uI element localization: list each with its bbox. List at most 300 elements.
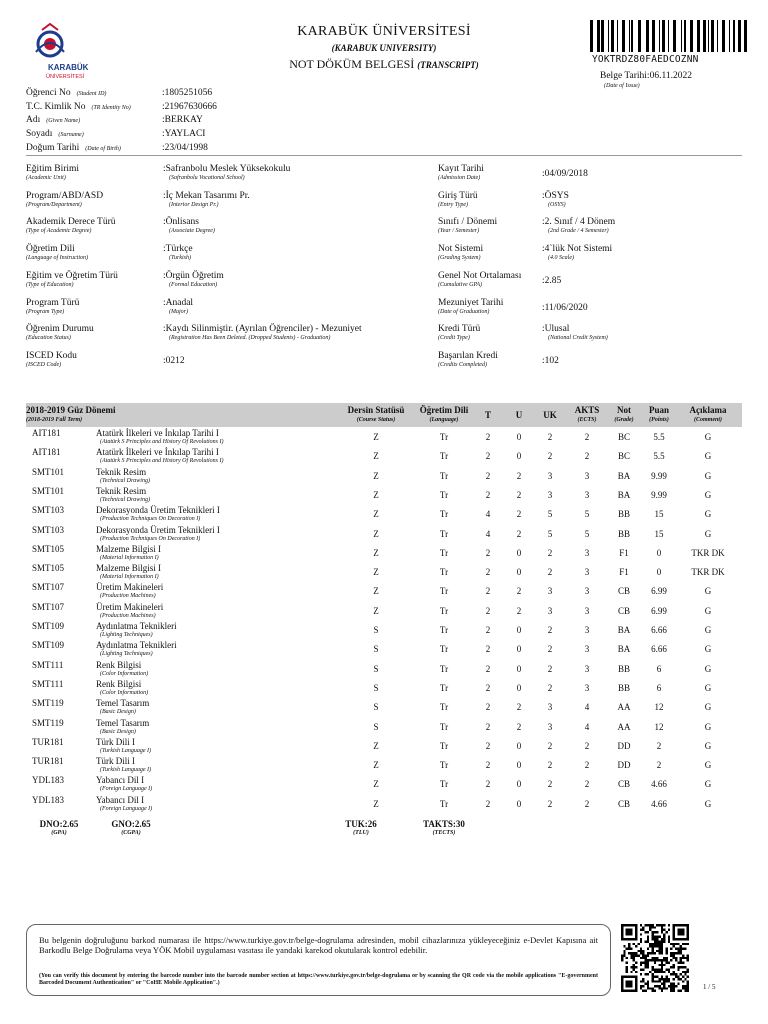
course-code: TUR181 <box>32 756 64 767</box>
cell-u: 0 <box>516 798 522 809</box>
info-label: Kredi Türü (Credit Type) <box>438 324 481 342</box>
cell-t: 2 <box>485 567 491 578</box>
info-value: :Kaydı Silinmiştir. (Ayrılan Öğrenciler) - Mezuniyet (Registration Has Been Deleted. (Dropped Students) - Graduation) <box>163 324 362 342</box>
term-heading: 2018-2019 Güz Dönemi (2018-2019 Fall Term) <box>26 405 116 423</box>
cell-comment: G <box>704 528 712 539</box>
cell-akts: 3 <box>584 682 590 693</box>
cell-u: 0 <box>516 625 522 635</box>
cell-lang: Tr <box>439 567 449 578</box>
cell-t: 2 <box>485 644 491 655</box>
course-code: SMT111 <box>32 659 64 670</box>
info-label: Başarılan Kredi (Credits Completed) <box>438 350 498 368</box>
cell-grade: BA <box>617 470 631 481</box>
table-row <box>26 775 742 794</box>
cell-u: 0 <box>516 644 522 655</box>
table-row <box>26 486 742 505</box>
col-points: Puan (Points) <box>648 405 669 423</box>
cell-uk: 2 <box>547 567 553 578</box>
cell-comment: G <box>704 509 712 520</box>
cell-lang: Tr <box>439 451 449 462</box>
cell-u: 2 <box>516 489 522 500</box>
cell-akts: 3 <box>584 470 590 481</box>
course-code: SMT107 <box>32 601 65 612</box>
cell-u: 2 <box>516 586 522 597</box>
verification-note <box>26 924 611 996</box>
cell-grade: DD <box>617 740 631 751</box>
info-label: Program/ABD/ASD (Program/Department) <box>26 190 104 208</box>
cell-lang: Tr <box>439 644 449 655</box>
cell-comment: TKR DK <box>691 567 725 578</box>
cell-grade: BC <box>617 432 630 442</box>
col-uk: UK <box>543 410 557 420</box>
cell-status: Z <box>373 740 379 751</box>
course-name: Türk Dili I (Turkish Language I) <box>96 756 151 774</box>
info-value: :2.85 <box>542 275 562 286</box>
course-code: SMT119 <box>32 717 64 728</box>
cell-u: 0 <box>516 779 522 790</box>
info-value: :Önlisans (Associate Degree) <box>163 217 215 235</box>
cell-comment: G <box>704 740 712 751</box>
cell-uk: 2 <box>547 663 553 674</box>
cell-points: 15 <box>654 528 664 539</box>
cell-comment: G <box>704 451 712 462</box>
course-name: Dekorasyonda Üretim Teknikleri I (Production Techniques On Decoration I) <box>96 505 220 523</box>
cell-t: 2 <box>485 432 491 442</box>
summary-tuk: TUK:26 (TLU) <box>345 819 377 836</box>
cell-u: 0 <box>516 663 522 674</box>
cell-points: 6.66 <box>651 625 667 635</box>
info-label: Öğrenim Durumu (Education Status) <box>26 324 94 342</box>
course-code: SMT105 <box>32 543 65 554</box>
cell-comment: G <box>704 682 712 693</box>
course-code: AIT181 <box>32 428 61 438</box>
personal-label: Doğum Tarihi (Date of Birth) <box>26 142 121 153</box>
cell-t: 2 <box>485 586 491 597</box>
info-value: :102 <box>542 355 559 366</box>
cell-comment: G <box>704 798 712 809</box>
cell-t: 2 <box>485 721 491 732</box>
cell-u: 2 <box>516 528 522 539</box>
info-label: Eğitim Birimi (Academic Unit) <box>26 164 80 181</box>
cell-points: 15 <box>654 509 664 520</box>
cell-grade: CB <box>617 586 630 597</box>
cell-comment: G <box>704 760 712 771</box>
cell-u: 2 <box>516 509 522 520</box>
course-code: YDL183 <box>32 794 64 805</box>
info-label: Eğitim ve Öğretim Türü (Type of Education) <box>26 270 118 288</box>
course-name: Renk Bilgisi (Color Information) <box>96 659 149 677</box>
cell-u: 0 <box>516 451 522 462</box>
cell-status: Z <box>373 586 379 597</box>
cell-lang: Tr <box>439 605 449 616</box>
cell-uk: 2 <box>547 547 553 558</box>
cell-akts: 3 <box>584 547 590 558</box>
cell-grade: BA <box>617 489 631 500</box>
course-code: SMT107 <box>32 582 65 593</box>
personal-label: Soyadı (Surname) <box>26 129 84 140</box>
cell-status: S <box>373 644 379 655</box>
cell-comment: G <box>704 470 712 481</box>
col-status: Dersin Statüsü (Course Status) <box>347 405 405 423</box>
course-name: Temel Tasarım (Basic Design) <box>96 717 150 735</box>
course-code: AIT181 <box>32 447 61 458</box>
university-name: KARABÜK ÜNİVERSİTESİ <box>297 24 471 39</box>
cell-grade: BA <box>617 625 631 635</box>
cell-comment: TKR DK <box>691 547 725 558</box>
cell-t: 2 <box>485 779 491 790</box>
cell-lang: Tr <box>439 528 449 539</box>
issue-date-sub: (Date of Issue) <box>604 83 640 89</box>
col-akts: AKTS (ECTS) <box>574 405 600 423</box>
cell-comment: G <box>704 779 712 790</box>
cell-u: 0 <box>516 760 522 771</box>
info-value: :4`lük Not Sistemi (4.0 Scale) <box>542 244 613 262</box>
cell-status: Z <box>373 760 379 771</box>
cell-t: 4 <box>485 509 491 520</box>
cell-points: 2 <box>656 760 662 771</box>
cell-status: Z <box>373 779 379 790</box>
summary-takts: TAKTS:30 (TECTS) <box>423 819 465 836</box>
cell-akts: 3 <box>584 663 590 674</box>
personal-label: Öğrenci No (Student ID) <box>26 88 107 98</box>
course-name: Teknik Resim (Technical Drawing) <box>96 466 150 484</box>
cell-t: 2 <box>485 798 491 809</box>
table-row <box>26 467 742 486</box>
cell-akts: 2 <box>584 451 590 462</box>
svg-text:ÜNİVERSİTESİ: ÜNİVERSİTESİ <box>46 74 85 80</box>
col-t: T <box>484 410 491 420</box>
cell-comment: G <box>704 489 712 500</box>
cell-grade: CB <box>617 798 630 809</box>
cell-points: 6 <box>656 682 662 693</box>
course-name: Renk Bilgisi (Color Information) <box>96 678 149 696</box>
course-code: SMT119 <box>32 698 64 709</box>
cell-grade: DD <box>617 760 631 771</box>
cell-points: 6.66 <box>651 644 667 655</box>
summary-dno: DNO:2.65 (GPA) <box>39 819 79 836</box>
table-row <box>26 505 742 524</box>
cell-status: S <box>373 721 379 732</box>
cell-lang: Tr <box>439 798 449 809</box>
cell-uk: 2 <box>547 760 553 771</box>
cell-status: Z <box>373 798 379 809</box>
cell-u: 0 <box>516 547 522 558</box>
cell-lang: Tr <box>439 663 449 674</box>
cell-status: Z <box>373 528 379 539</box>
cell-status: Z <box>373 547 379 558</box>
cell-u: 0 <box>516 432 522 442</box>
course-code: YDL183 <box>32 775 64 786</box>
info-value: :ÖSYS (OSYS) <box>542 190 569 208</box>
table-row <box>26 525 742 544</box>
issue-date: Belge Tarihi:06.11.2022 <box>600 71 692 81</box>
cell-uk: 2 <box>547 451 553 462</box>
cell-uk: 2 <box>547 625 553 635</box>
cell-lang: Tr <box>439 489 449 500</box>
page-number: 1 / 5 <box>703 983 716 991</box>
table-row <box>26 621 742 640</box>
cell-comment: G <box>704 644 712 655</box>
cell-points: 6.99 <box>651 586 667 597</box>
cell-grade: BB <box>617 528 630 539</box>
cell-comment: G <box>704 721 712 732</box>
cell-lang: Tr <box>439 740 449 751</box>
table-row <box>26 582 742 601</box>
cell-uk: 3 <box>547 586 553 597</box>
cell-status: Z <box>373 605 379 616</box>
cell-grade: BB <box>617 682 630 693</box>
cell-status: S <box>373 682 379 693</box>
cell-uk: 2 <box>547 644 553 655</box>
cell-grade: AA <box>617 721 631 732</box>
cell-points: 4.66 <box>651 779 667 790</box>
cell-t: 4 <box>485 528 491 539</box>
cell-u: 2 <box>516 721 522 732</box>
cell-points: 6 <box>656 663 662 674</box>
cell-status: Z <box>373 470 379 481</box>
cell-comment: G <box>704 605 712 616</box>
cell-grade: F1 <box>619 547 629 558</box>
course-code: SMT103 <box>32 505 65 516</box>
cell-akts: 3 <box>584 586 590 597</box>
cell-grade: BB <box>617 663 630 674</box>
cell-t: 2 <box>485 625 491 635</box>
info-label: Sınıfı / Dönemi (Year / Semester) <box>438 217 498 235</box>
cell-akts: 4 <box>584 721 590 732</box>
cell-t: 2 <box>485 760 491 771</box>
cell-t: 2 <box>485 740 491 751</box>
cell-akts: 2 <box>584 798 590 809</box>
personal-label: Adı (Given Name) <box>26 115 81 126</box>
course-name: Atatürk İlkeleri ve İnkılap Tarihi I (Atatürk S Principles and History Of Revolutions I) <box>96 428 224 445</box>
course-name: Malzeme Bilgisi I (Material Information I) <box>96 543 161 561</box>
cell-comment: G <box>704 625 712 635</box>
cell-akts: 3 <box>584 567 590 578</box>
cell-u: 0 <box>516 740 522 751</box>
cell-status: Z <box>373 489 379 500</box>
personal-value: :YAYLACI <box>162 129 206 140</box>
col-comment: Açıklama (Comment) <box>689 405 727 423</box>
cell-lang: Tr <box>439 625 449 635</box>
cell-status: Z <box>373 567 379 578</box>
table-row <box>26 698 742 717</box>
cell-uk: 3 <box>547 702 553 713</box>
cell-comment: G <box>704 663 712 674</box>
course-code: SMT109 <box>32 621 65 631</box>
course-name: Malzeme Bilgisi I (Material Information I) <box>96 563 161 581</box>
cell-status: Z <box>373 451 379 462</box>
cell-t: 2 <box>485 470 491 481</box>
cell-grade: BA <box>617 644 631 655</box>
cell-lang: Tr <box>439 702 449 713</box>
info-label: Not Sistemi (Grading System) <box>438 244 484 262</box>
course-code: SMT101 <box>32 485 65 496</box>
cell-akts: 3 <box>584 625 590 635</box>
info-label: Genel Not Ortalaması (Cumulative GPA) <box>438 270 522 288</box>
cell-status: Z <box>373 509 379 520</box>
cell-points: 6.99 <box>651 605 667 616</box>
cell-lang: Tr <box>439 760 449 771</box>
info-value: :Ulusal (National Credit System) <box>542 324 608 342</box>
cell-uk: 5 <box>547 509 553 520</box>
verification-note-en: (You can verify this document by entering the barcode number into the barcode number section at https://www.turkiye.gov.tr/belge-dogrulama or by scanning the QR code via the mobile applications "E-government Barcoded Document Authentication" or "CoHE Mobile Application".) <box>39 973 598 986</box>
cell-uk: 2 <box>547 798 553 809</box>
col-grade: Not (Grade) <box>614 405 634 423</box>
cell-akts: 5 <box>584 528 590 539</box>
cell-comment: G <box>704 432 712 442</box>
table-row <box>26 737 742 756</box>
course-name: Türk Dili I (Turkish Language I) <box>96 736 151 754</box>
cell-akts: 2 <box>584 760 590 771</box>
info-label: Kayıt Tarihi (Admission Date) <box>438 164 484 181</box>
cell-comment: G <box>704 586 712 597</box>
cell-points: 0 <box>656 547 662 558</box>
cell-akts: 4 <box>584 702 590 713</box>
table-row <box>26 428 742 447</box>
cell-uk: 3 <box>547 721 553 732</box>
info-value: :11/06/2020 <box>542 302 588 313</box>
info-value: :Örgün Öğretim (Formal Education) <box>163 270 224 288</box>
course-name: Yabancı Dil I (Foreign Language I) <box>96 775 153 793</box>
cell-grade: F1 <box>619 567 629 578</box>
cell-points: 12 <box>654 702 664 713</box>
cell-uk: 2 <box>547 432 553 442</box>
cell-points: 9.99 <box>651 470 667 481</box>
cell-t: 2 <box>485 547 491 558</box>
table-row <box>26 602 742 621</box>
info-label: Giriş Türü (Entry Type) <box>438 190 478 208</box>
personal-value: :BERKAY <box>162 115 203 126</box>
divider <box>26 155 742 156</box>
info-value: :İç Mekan Tasarımı Pr. (Interior Design Pr.) <box>163 190 250 208</box>
table-row <box>26 756 742 775</box>
cell-t: 2 <box>485 605 491 616</box>
course-name: Dekorasyonda Üretim Teknikleri I (Production Techniques On Decoration I) <box>96 524 220 542</box>
cell-points: 5.5 <box>653 432 665 442</box>
info-label: Mezuniyet Tarihi (Date of Graduation) <box>438 297 504 315</box>
cell-uk: 3 <box>547 489 553 500</box>
table-row <box>26 718 742 737</box>
svg-text:KARABÜK: KARABÜK <box>48 63 89 72</box>
info-label: Öğretim Dili (Language of Instruction) <box>26 244 88 262</box>
cell-points: 4.66 <box>651 798 667 809</box>
cell-lang: Tr <box>439 721 449 732</box>
cell-u: 2 <box>516 470 522 481</box>
col-language: Öğretim Dili (Language) <box>419 405 469 423</box>
personal-label: T.C. Kimlik No (TR Identity No) <box>26 101 131 112</box>
cell-akts: 3 <box>584 605 590 616</box>
barcode <box>590 20 750 52</box>
table-row <box>26 563 742 582</box>
cell-uk: 2 <box>547 740 553 751</box>
cell-akts: 5 <box>584 509 590 520</box>
table-row <box>26 795 742 814</box>
course-code: TUR181 <box>32 736 64 747</box>
verification-note-tr: Bu belgenin doğruluğunu barkod numarası ile https://www.turkiye.gov.tr/belge-dogrulama adresinden, mobil cihazlarınıza yükleyeceğiniz e-Devlet Kapısına ait Barkodlu Belge Doğrulama veya YÖK Mobil uygulaması vasıtası ile yandaki karekod okutularak kontrol edebilir. <box>39 935 598 955</box>
info-value: :Anadal (Major) <box>163 297 194 315</box>
info-value: :04/09/2018 <box>542 169 588 179</box>
cell-uk: 2 <box>547 779 553 790</box>
info-value: :0212 <box>163 355 185 366</box>
course-name: Aydınlatma Teknikleri (Lighting Techniques) <box>96 621 177 638</box>
cell-grade: BC <box>617 451 630 462</box>
cell-u: 2 <box>516 702 522 713</box>
table-row <box>26 660 742 679</box>
cell-t: 2 <box>485 663 491 674</box>
cell-t: 2 <box>485 702 491 713</box>
info-label: Akademik Derece Türü (Type of Academic Degree) <box>26 217 116 235</box>
cell-lang: Tr <box>439 509 449 520</box>
course-code: SMT109 <box>32 640 65 651</box>
cell-status: S <box>373 702 379 713</box>
table-row <box>26 640 742 659</box>
cell-comment: G <box>704 702 712 713</box>
cell-lang: Tr <box>439 547 449 558</box>
personal-value: :23/04/1998 <box>162 142 208 153</box>
cell-lang: Tr <box>439 432 449 442</box>
course-code: SMT105 <box>32 563 65 574</box>
cell-status: Z <box>373 432 379 442</box>
cell-u: 0 <box>516 682 522 693</box>
cell-points: 5.5 <box>653 451 665 462</box>
info-value: :2. Sınıf / 4 Dönem (2nd Grade / 4 Semester) <box>542 217 616 235</box>
cell-u: 0 <box>516 567 522 578</box>
cell-grade: CB <box>617 605 630 616</box>
info-value: :Safranbolu Meslek Yüksekokulu (Safranbolu Vocational School) <box>163 164 291 181</box>
cell-status: S <box>373 663 379 674</box>
course-name: Teknik Resim (Technical Drawing) <box>96 485 150 503</box>
course-name: Atatürk İlkeleri ve İnkılap Tarihi I (Atatürk S Principles and History Of Revolutions I) <box>96 447 224 465</box>
cell-points: 12 <box>654 721 664 732</box>
cell-grade: AA <box>617 702 631 713</box>
cell-akts: 2 <box>584 779 590 790</box>
course-code: SMT111 <box>32 678 64 689</box>
cell-uk: 2 <box>547 682 553 693</box>
table-row <box>26 447 742 466</box>
personal-value: :21967630666 <box>162 101 217 112</box>
course-name: Temel Tasarım (Basic Design) <box>96 698 150 716</box>
cell-lang: Tr <box>439 586 449 597</box>
table-row <box>26 679 742 698</box>
qr-code <box>621 924 689 992</box>
summary-gno: GNO:2.65 (CGPA) <box>111 819 151 836</box>
cell-points: 9.99 <box>651 489 667 500</box>
course-name: Üretim Makineleri (Production Machines) <box>96 601 164 619</box>
personal-value: :1805251056 <box>162 88 213 98</box>
info-label: ISCED Kodu (ISCED Code) <box>26 350 77 368</box>
cell-akts: 3 <box>584 489 590 500</box>
cell-lang: Tr <box>439 779 449 790</box>
university-name-en: (KARABUK UNIVERSITY) <box>331 43 437 53</box>
cell-u: 2 <box>516 605 522 616</box>
cell-uk: 3 <box>547 470 553 481</box>
cell-status: S <box>373 625 379 635</box>
course-name: Üretim Makineleri (Production Machines) <box>96 582 164 600</box>
course-name: Yabancı Dil I (Foreign Language I) <box>96 794 153 812</box>
cell-uk: 5 <box>547 528 553 539</box>
table-row <box>26 544 742 563</box>
cell-lang: Tr <box>439 682 449 693</box>
course-code: SMT101 <box>32 466 65 477</box>
cell-t: 2 <box>485 489 491 500</box>
cell-points: 0 <box>656 567 662 578</box>
course-code: SMT103 <box>32 524 65 535</box>
document-title: NOT DÖKÜM BELGESİ (TRANSCRIPT) <box>289 57 479 71</box>
cell-akts: 2 <box>584 432 590 442</box>
info-value: :Türkçe (Turkish) <box>163 244 193 262</box>
cell-akts: 3 <box>584 644 590 655</box>
cell-uk: 3 <box>547 605 553 616</box>
